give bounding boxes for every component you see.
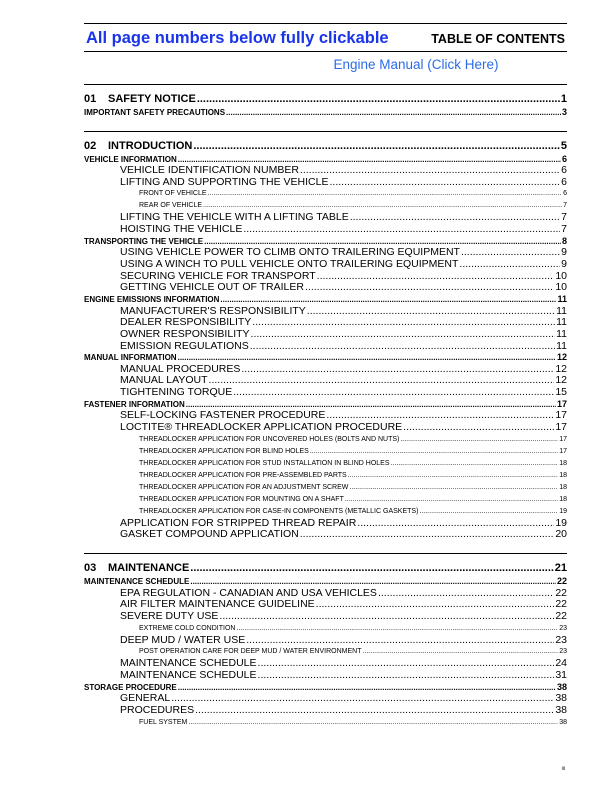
engine-manual-link[interactable] [0, 57, 612, 72]
page-link[interactable]: 7 [561, 211, 567, 224]
toc-entry-label: MAINTENANCE SCHEDULE [120, 669, 257, 681]
clickable-pages-link[interactable]: All page numbers below fully clickable [86, 29, 389, 47]
toc-entry-label: THREADLOCKER APPLICATION FOR CASE-IN COMPONENTS (METALLIC GASKETS) [139, 507, 419, 515]
dot-leader [305, 282, 554, 294]
dot-leader [243, 224, 560, 236]
toc-entry-label: DEALER RESPONSIBILITY [120, 316, 252, 329]
page-link[interactable]: 21 [554, 562, 567, 575]
page-link[interactable]: 5 [560, 139, 567, 152]
dot-leader [316, 599, 555, 611]
toc-entry-label: MANUAL INFORMATION [84, 353, 177, 363]
page-link[interactable]: 11 [556, 316, 567, 329]
page-link[interactable]: 11 [557, 294, 567, 304]
page-link[interactable]: 9 [561, 257, 567, 270]
page-link[interactable]: 22 [555, 609, 567, 622]
toc-entry-label: MANUAL LAYOUT [120, 374, 208, 387]
toc-entry-label: GASKET COMPOUND APPLICATION [120, 528, 299, 541]
page-link[interactable]: 23 [559, 624, 567, 632]
toc-entry-label: LIFTING THE VEHICLE WITH A LIFTING TABLE [120, 211, 349, 224]
toc-subsection-entry[interactable] [84, 670, 567, 682]
toc-entry-label: THREADLOCKER APPLICATION FOR STUD INSTALLATION IN BLIND HOLES [139, 459, 390, 467]
toc-section-entry[interactable] [84, 107, 567, 119]
dot-leader [357, 518, 554, 530]
toc-entry-label: THREADLOCKER APPLICATION FOR AN ADJUSTMENT SCREW [139, 483, 349, 491]
page-link[interactable]: 10 [555, 281, 567, 294]
page-link[interactable]: 17 [559, 435, 567, 443]
page-link[interactable]: 31 [555, 669, 567, 681]
toc-topic-entry[interactable] [84, 623, 567, 635]
page-link[interactable]: 19 [555, 516, 567, 529]
page-link[interactable]: 17 [555, 409, 567, 422]
dot-leader [197, 91, 560, 107]
toc-subsection-entry[interactable] [84, 259, 567, 271]
dot-leader [345, 494, 558, 506]
page-link[interactable]: 18 [559, 459, 567, 467]
chapter-number: 02 [84, 139, 97, 152]
section-gap [84, 119, 567, 131]
section-gap [84, 541, 567, 553]
page-link[interactable]: 11 [556, 327, 567, 340]
toc-section-entry[interactable] [84, 576, 567, 588]
page-link[interactable]: 12 [555, 374, 567, 387]
dot-leader [171, 693, 554, 705]
page-link[interactable]: 22 [556, 576, 567, 587]
page-link[interactable]: 15 [555, 386, 567, 399]
page-link[interactable]: 12 [556, 352, 567, 363]
toc-entry-label: LOCTITE® THREADLOCKER APPLICATION PROCEDURE [120, 421, 403, 433]
toc-entry-label: MAINTENANCE SCHEDULE [84, 577, 190, 587]
toc-entry-label: ENGINE EMISSIONS INFORMATION [84, 295, 220, 304]
chapter-number: 03 [84, 562, 97, 575]
chapter-title: INTRODUCTION [108, 139, 193, 152]
dot-leader [220, 294, 556, 306]
toc-entry-label: THREADLOCKER APPLICATION FOR UNCOVERED HOLES (BOLTS AND NUTS) [139, 435, 400, 443]
dot-leader [310, 446, 558, 458]
toc-chapter-entry[interactable] [84, 91, 567, 107]
toc-entry-label: USING VEHICLE POWER TO CLIMB ONTO TRAILERING EQUIPMENT [120, 246, 460, 259]
toc-subsection-entry[interactable] [84, 387, 567, 399]
toc-entry-label: APPLICATION FOR STRIPPED THREAD REPAIR [120, 516, 357, 529]
toc-entry-label: VEHICLE INFORMATION [84, 154, 177, 164]
toc-entry-label: PROCEDURES [120, 703, 195, 716]
page-number: iii [561, 766, 565, 772]
toc-entry-label: USING A WINCH TO PULL VEHICLE ONTO TRAILERING EQUIPMENT [120, 257, 459, 270]
page-link[interactable]: 19 [559, 507, 567, 515]
dot-leader [391, 458, 559, 470]
dot-leader [250, 341, 555, 353]
dot-leader [209, 375, 555, 387]
toc-subsection-entry[interactable] [84, 165, 567, 177]
toc-subsection-entry[interactable] [84, 529, 567, 541]
toc-entry-label: SECURING VEHICLE FOR TRANSPORT [120, 269, 316, 282]
page-link[interactable]: 6 [561, 153, 567, 164]
dot-leader [349, 482, 558, 494]
toc-subsection-entry[interactable] [84, 611, 567, 623]
page-link[interactable]: 7 [563, 202, 567, 210]
dot-leader [188, 717, 558, 729]
dot-leader [195, 705, 554, 717]
toc-chapter-entry[interactable] [84, 560, 567, 576]
toc-entry-label: SEVERE DUTY USE [120, 609, 219, 622]
section-rule [84, 84, 567, 85]
page-link[interactable]: 17 [559, 447, 567, 455]
toc-entry-label: THREADLOCKER APPLICATION FOR PRE-ASSEMBLED PARTS [139, 471, 347, 479]
toc-topic-entry[interactable] [84, 458, 567, 470]
toc-topic-entry[interactable] [84, 188, 567, 200]
dot-leader [350, 212, 560, 224]
toc-subsection-entry[interactable] [84, 422, 567, 434]
toc-topic-entry[interactable] [84, 470, 567, 482]
toc-entry-label: MANUAL PROCEDURES [120, 362, 241, 375]
page-link[interactable]: 18 [559, 495, 567, 503]
page-link[interactable]: 38 [556, 681, 567, 692]
engine-manual-link-label: Engine Manual (Click Here) [333, 57, 499, 72]
toc-entry-label: DEEP MUD / WATER USE [120, 633, 246, 646]
dot-leader [251, 329, 556, 341]
section-rule [84, 131, 567, 132]
toc-entry-label: POST OPERATION CARE FOR DEEP MUD / WATER ENVIRONMENT [139, 648, 362, 656]
dot-leader [300, 529, 555, 541]
toc-entry-label [84, 91, 196, 107]
dot-leader [317, 271, 555, 283]
dot-leader [307, 306, 555, 318]
toc-entry-label: LIFTING AND SUPPORTING THE VEHICLE [120, 175, 329, 188]
page-link[interactable]: 23 [559, 648, 567, 656]
dot-leader [258, 670, 555, 682]
toc-topic-entry[interactable] [84, 494, 567, 506]
dot-leader [219, 611, 554, 623]
toc-topic-entry[interactable] [84, 434, 567, 446]
toc-entry-label [84, 138, 192, 154]
dot-leader [362, 646, 558, 658]
dot-leader [461, 247, 560, 259]
dot-leader [236, 623, 558, 635]
toc-entry-label: EXTREME COLD CONDITION [139, 624, 236, 632]
toc-entry-label: THREADLOCKER APPLICATION FOR BLIND HOLES [139, 447, 309, 455]
dot-leader [233, 387, 554, 399]
page-link[interactable]: 11 [556, 339, 567, 352]
toc-subsection-entry[interactable] [84, 177, 567, 189]
toc-entry-label: STORAGE PROCEDURE [84, 682, 177, 692]
header-top-rule [84, 23, 567, 24]
dot-leader [378, 588, 554, 600]
toc-entry-label: FRONT OF VEHICLE [139, 190, 207, 198]
toc-entry-label: GENERAL [120, 692, 171, 705]
toc-entry-label: REAR OF VEHICLE [139, 202, 203, 210]
dot-leader [252, 317, 555, 329]
toc-subsection-entry[interactable] [84, 705, 567, 717]
toc-subsection-entry[interactable] [84, 224, 567, 236]
toc-entry-label: VEHICLE IDENTIFICATION NUMBER [120, 164, 299, 176]
toc-chapter-entry[interactable] [84, 138, 567, 154]
chapter-title: SAFETY NOTICE [108, 93, 196, 105]
toc-entry-label: SELF-LOCKING FASTENER PROCEDURE [120, 409, 326, 422]
toc-entry-label: EMISSION REGULATIONS [120, 339, 249, 352]
header-bottom-rule [84, 51, 567, 52]
page-link[interactable]: 12 [555, 362, 567, 375]
dot-leader [208, 188, 563, 200]
page-link[interactable]: 11 [556, 304, 567, 317]
toc-entry-label: HOISTING THE VEHICLE [120, 223, 243, 236]
page-link[interactable]: 9 [561, 246, 567, 259]
page-link[interactable]: 6 [561, 175, 567, 188]
dot-leader [330, 177, 561, 189]
section-rule [84, 553, 567, 554]
toc-topic-entry[interactable] [84, 482, 567, 494]
dot-leader [419, 506, 558, 518]
page-title: TABLE OF CONTENTS [431, 32, 565, 46]
toc-entry-label: FUEL SYSTEM [139, 718, 188, 726]
toc-subsection-entry[interactable] [84, 635, 567, 647]
page-link[interactable]: 7 [561, 223, 567, 236]
dot-leader [190, 576, 556, 588]
chapter-number: 01 [84, 93, 97, 105]
page-link[interactable]: 3 [561, 107, 567, 117]
toc-section-entry[interactable] [84, 294, 567, 306]
dot-leader [459, 259, 560, 271]
page-link[interactable]: 23 [555, 633, 567, 646]
toc-subsection-entry[interactable] [84, 329, 567, 341]
page-link[interactable]: 20 [555, 528, 567, 541]
dot-leader [400, 434, 558, 446]
page-link[interactable]: 1 [560, 93, 567, 105]
toc-entry-label: IMPORTANT SAFETY PRECAUTIONS [84, 108, 226, 117]
page-link[interactable]: 22 [555, 586, 567, 599]
toc-entry-label: TIGHTENING TORQUE [120, 386, 233, 399]
dot-leader [300, 165, 560, 177]
dot-leader [246, 635, 554, 647]
toc-entry-label: FASTENER INFORMATION [84, 399, 185, 409]
dot-leader [178, 682, 556, 694]
toc-entry-label: OWNER RESPONSIBILITY [120, 327, 250, 340]
toc-entry-label: GETTING VEHICLE OUT OF TRAILER [120, 281, 304, 294]
toc-entry-label: AIR FILTER MAINTENANCE GUIDELINE [120, 598, 315, 611]
dot-leader [258, 658, 555, 670]
dot-leader [241, 364, 554, 376]
page-link[interactable]: 17 [555, 421, 567, 433]
toc-entry-label: TRANSPORTING THE VEHICLE [84, 236, 204, 246]
toc-topic-entry[interactable] [84, 506, 567, 518]
page-link[interactable]: 24 [555, 657, 567, 670]
page-link[interactable]: 6 [563, 190, 567, 198]
dot-leader [193, 138, 560, 154]
dot-leader [226, 107, 561, 119]
page-link[interactable]: 18 [559, 483, 567, 491]
dot-leader [190, 560, 553, 576]
chapter-title: MAINTENANCE [108, 562, 190, 575]
dot-leader [403, 422, 554, 434]
dot-leader [348, 470, 558, 482]
page-link[interactable]: 18 [559, 471, 567, 479]
toc-topic-entry[interactable] [84, 446, 567, 458]
toc-subsection-entry[interactable] [84, 282, 567, 294]
toc-entry-label: MANUFACTURER'S RESPONSIBILITY [120, 304, 306, 317]
table-of-contents [84, 84, 567, 729]
page-link[interactable]: 10 [555, 269, 567, 282]
page-link[interactable]: 38 [555, 692, 567, 705]
page-link[interactable]: 22 [555, 598, 567, 611]
toc-entry-label: MAINTENANCE SCHEDULE [120, 657, 257, 670]
page-link[interactable]: 38 [555, 703, 567, 716]
toc-topic-entry[interactable] [84, 717, 567, 729]
toc-entry-label [84, 560, 189, 576]
toc-entry-label: THREADLOCKER APPLICATION FOR MOUNTING ON A SHAFT [139, 495, 344, 503]
page-link[interactable]: 17 [556, 398, 567, 409]
toc-entry-label: EPA REGULATION - CANADIAN AND USA VEHICLES [120, 586, 377, 599]
page-link[interactable]: 6 [561, 164, 567, 176]
page-link[interactable]: 8 [561, 235, 567, 246]
toc-subsection-entry[interactable] [84, 341, 567, 353]
page-link[interactable]: 38 [559, 718, 567, 726]
